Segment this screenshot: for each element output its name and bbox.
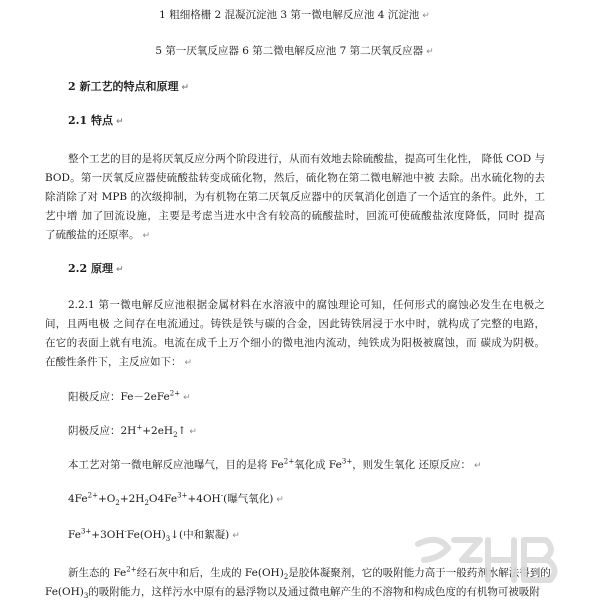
aeration-text-c: ，则发生氧化 还原反应： <box>352 459 472 471</box>
paragraph-mark-icon: ↵ <box>183 393 191 403</box>
section-2-heading <box>68 80 189 95</box>
last-text-a: 新生态的 Fe <box>68 567 127 579</box>
eq2-text-c: Fe(OH) <box>126 529 166 541</box>
legend-line-1 <box>0 8 589 23</box>
para-features-line-4: 艺中增 加了回流设施，主要是考虑当进水中含有较高的硫酸盐时，回流可使硫酸盐浓度降低，同时 提高 <box>45 210 545 222</box>
eq1-superscript-2: 3+ <box>177 491 188 500</box>
section-2-title: 2 新工艺的特点和原理 <box>68 80 179 93</box>
last-text-b: 经石灰中和后，生成的 Fe(OH) <box>136 567 284 579</box>
legend-text-2: 5 第一厌氧反应器 6 第二微电解反应池 7 第二厌氧反应器 <box>155 45 424 57</box>
last2-text-a: Fe(OH) <box>45 586 84 598</box>
eq2-superscript-2: - <box>124 527 127 536</box>
cathode-superscript: + <box>136 423 143 432</box>
para-principle-text-4: 在酸性条件下，主反应如下： <box>45 356 182 368</box>
cathode-reaction <box>68 424 197 439</box>
cathode-text-a: 阴极反应：2H <box>68 425 137 437</box>
para-features-line-5 <box>45 228 150 243</box>
eq2-superscript-1: 3+ <box>80 527 92 536</box>
last2-subscript: 3 <box>83 592 89 601</box>
watermark-logo-icon <box>410 530 580 590</box>
paragraph-mark-icon: ↵ <box>189 427 197 437</box>
section-2-1-title: 2.1 特点 <box>68 114 113 127</box>
eq1-subscript-1: 2 <box>115 499 120 508</box>
legend-text-1: 1 粗细格栅 2 混凝沉淀池 3 第一微电解反应池 4 沉淀池 <box>159 9 420 21</box>
aeration-text-b: 氧化成 Fe <box>294 459 342 471</box>
eq1-text-f: (曝气氧化) <box>223 493 274 505</box>
eq1-subscript-2: 2 <box>144 499 149 508</box>
last2-text-b: 的吸附能力，这样污水中原有的悬浮物以及通过微电解产生的不溶物和构成色度的有机物可被吸附 <box>88 586 540 598</box>
paragraph-mark-icon: ↵ <box>232 531 240 541</box>
equation-oxidation <box>68 492 284 507</box>
para-principle-line-4 <box>45 355 192 370</box>
paragraph-mark-icon: ↵ <box>276 495 284 505</box>
para-principle-line-2: 间，且两电极 之间存在电流通过。铸铁是铁与碳的合金，因此铸铁屑浸于水中时，就构成了完整的电路， <box>45 318 545 330</box>
legend-line-2 <box>0 44 589 59</box>
paragraph-mark-icon: ↵ <box>115 265 124 275</box>
eq1-superscript-3: - <box>220 491 224 500</box>
paragraph-mark-icon: ↵ <box>422 11 430 21</box>
aeration-description <box>68 458 482 473</box>
eq2-text-a: Fe <box>68 529 81 541</box>
eq1-superscript-1: 2+ <box>87 491 98 500</box>
paragraph-mark-icon: ↵ <box>184 358 193 368</box>
para-features-line-3: 除消除了对 MPB 的次级抑制，为有机物在第二厌氧反应器中的厌氧消化创造了一个适宜的条件。此外，工 <box>45 191 545 203</box>
paragraph-mark-icon: ↵ <box>115 117 124 127</box>
eq1-text-c: +2H <box>119 493 145 505</box>
paragraph-mark-icon: ↵ <box>426 47 434 57</box>
anode-superscript: 2+ <box>169 389 181 398</box>
last-superscript: 2+ <box>126 565 137 574</box>
section-2-2-title: 2.2 原理 <box>68 262 113 275</box>
para-principle-line-1: 2.2.1 第一微电解反应池根据金属材料在水溶液中的腐蚀理论可知，任何形式的腐蚀必发生在电极之 <box>68 299 545 311</box>
section-2-2-heading <box>68 262 124 277</box>
eq2-text-d: ↓(中和絮凝) <box>170 529 230 541</box>
cathode-text-c: ↑ <box>177 425 187 437</box>
cathode-text-b: +2eH <box>142 425 174 437</box>
eq1-text-a: 4Fe <box>68 493 88 505</box>
aeration-superscript-1: 2+ <box>283 457 295 466</box>
paragraph-mark-icon: ↵ <box>474 461 482 471</box>
paragraph-mark-icon: ↵ <box>142 231 151 241</box>
equation-flocculation <box>68 528 240 543</box>
eq2-text-b: +3OH <box>91 529 125 541</box>
section-2-1-heading <box>68 114 124 129</box>
aeration-superscript-2: 3+ <box>341 457 353 466</box>
paragraph-mark-icon: ↵ <box>181 83 190 93</box>
aeration-text-a: 本工艺对第一微电解反应池曝气，目的是将 Fe <box>68 459 284 471</box>
para-features-text-5: 了硫酸盐的还原率。 <box>45 229 140 241</box>
last-text-c: 是胶体凝聚剂，它的吸附能力高于一般药剂水解法得到的 <box>288 567 551 579</box>
para-features-line-1: 整个工艺的目的是将厌氧反应分两个阶段进行，从而有效地去除硫酸盐，提高可生化性， 降低 COD 与 <box>68 153 545 165</box>
eq1-text-e: +4OH <box>187 493 221 505</box>
eq1-text-b: +O <box>97 493 116 505</box>
cathode-subscript: 2 <box>173 431 178 440</box>
anode-reaction <box>68 390 191 405</box>
eq1-text-d: O4Fe <box>148 493 178 505</box>
para-principle-line-3: 在它的表面上就有电流。电流在成千上万个细小的微电池内流动，纯铁成为阳极被腐蚀，而 碳成为阴极。 <box>45 337 545 349</box>
eq2-subscript-1: 3 <box>165 535 171 544</box>
para-features-line-2: BOD。第一厌氧反应器使硫酸盐转变成硫化物，然后，硫化物在第二微电解池中被 去除。出水硫化物的去 <box>45 172 545 184</box>
anode-text: 阳极反应：Fe－2eFe <box>68 391 170 403</box>
last-subscript: 2 <box>283 573 289 582</box>
